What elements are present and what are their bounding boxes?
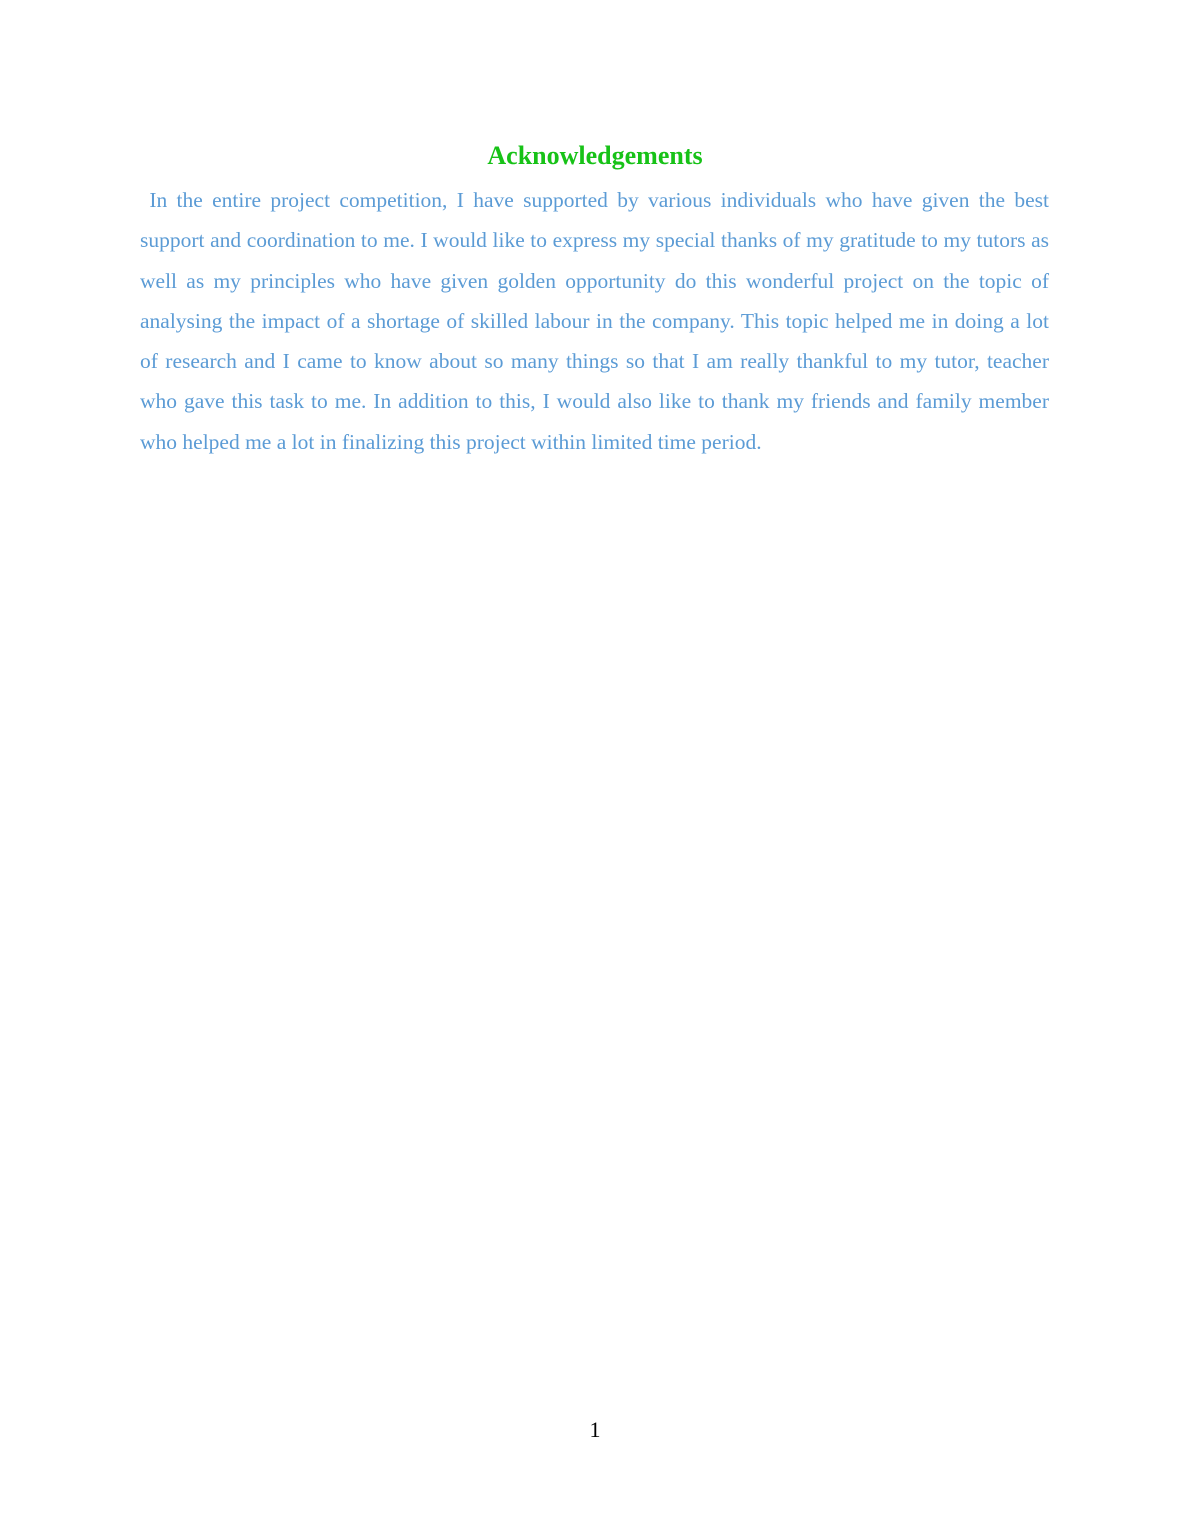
page-number: 1 bbox=[589, 1417, 601, 1442]
page-title: Acknowledgements bbox=[487, 141, 703, 170]
acknowledgements-paragraph: In the entire project competition, I have supported by various individuals who have given the best support and coordination to me. I would like to express my special thanks of my gratitude to my tutors as well as my principles who have given golden opportunity do this wonderful project on the topic of analysing the impact of a shortage of skilled labour in the company. This topic helped me in doing a lot of research and I came to know about so many things so that I am really thankful to my tutor, teacher who gave this task to me. In addition to this, I would also like to thank my friends and family member who helped me a lot in finalizing this project within limited time period. bbox=[140, 188, 1055, 454]
